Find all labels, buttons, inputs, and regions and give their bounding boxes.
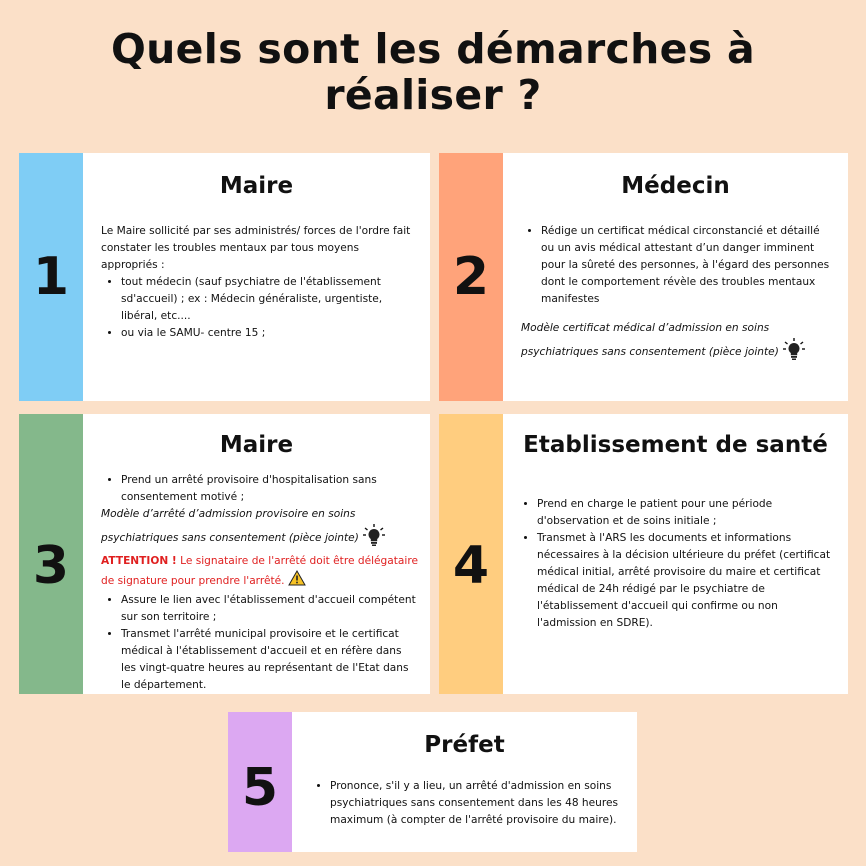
step-5-list bbox=[310, 778, 625, 829]
step-2-list bbox=[521, 223, 836, 308]
card-step-2 bbox=[439, 153, 848, 401]
warning-icon bbox=[288, 570, 306, 592]
card-step-4 bbox=[439, 414, 848, 694]
step-4-list bbox=[517, 496, 836, 632]
step-3-heading: Maire bbox=[219, 432, 294, 458]
step-5-heading: Préfet bbox=[424, 732, 505, 758]
step-3-list-2 bbox=[101, 592, 418, 694]
step-2-number: 2 bbox=[452, 247, 490, 307]
page-title bbox=[0, 26, 866, 118]
card-step-3 bbox=[19, 414, 430, 694]
step-3-list-1 bbox=[101, 472, 418, 506]
step-1-list bbox=[101, 274, 418, 342]
step-2-bullet: • Rédige un certificat médical circonstancié et détaillé ou un avis médical attestant d’un danger imminent pour la sûreté des personnes, à l'égard des personnes dont le comportement révèle des troubles mentaux manifestes bbox=[541, 223, 836, 308]
step-1-number: 1 bbox=[32, 247, 70, 307]
title-line-2: réaliser ? bbox=[324, 71, 542, 119]
title-line-1: Quels sont les démarches à bbox=[111, 25, 755, 73]
card-step-5 bbox=[228, 712, 637, 852]
step-3-note: Modèle d’arrêté d’admission provisoire en soins psychiatriques sans consentement (pièce jointe) bbox=[101, 508, 359, 544]
step-1-intro: Le Maire sollicité par ses administrés/ forces de l'ordre fait constater les troubles mentaux par tous moyens appropriés : bbox=[101, 225, 411, 271]
card-step-1 bbox=[19, 153, 430, 401]
lightbulb-icon bbox=[362, 523, 386, 553]
step-4-bullet-2: • Transmet à l'ARS les documents et informations nécessaires à la décision ultérieure du préfet (certificat médical initial, arrêté provisoire du maire et certificat médical de 24h rédigé par le psychiatre de l'établissement d'accueil qui confirme ou non l'admission en SDRE). bbox=[537, 530, 836, 632]
step-3-bullet-3: • Transmet l'arrêté municipal provisoire et le certificat médical à l'établissement d'accueil et en réfère dans les vingt-quatre heures au représentant de l'Etat dans le département. bbox=[121, 626, 418, 694]
step-1-heading: Maire bbox=[219, 173, 294, 199]
step-3-bullet-1: • Prend un arrêté provisoire d'hospitalisation sans consentement motivé ; bbox=[121, 472, 418, 506]
step-4-bullet-1: • Prend en charge le patient pour une période d'observation et de soins initiale ; bbox=[537, 496, 836, 530]
step-5-bullet: • Prononce, s'il y a lieu, un arrêté d'admission en soins psychiatriques sans consentement dans les 48 heures maximum (à compter de l'arrêté provisoire du maire). bbox=[330, 778, 625, 829]
step-1-bullet-1: • tout médecin (sauf psychiatre de l'établissement sd'accueil) ; ex : Médecin généraliste, urgentiste, libéral, etc.... bbox=[121, 274, 418, 325]
step-2-heading: Médecin bbox=[621, 173, 730, 199]
step-5-number: 5 bbox=[241, 758, 279, 818]
step-3-number: 3 bbox=[32, 536, 70, 596]
lightbulb-icon bbox=[782, 337, 806, 367]
attention-text: Le signataire de l'arrêté doit être délégataire de signature pour prendre l'arrêté. bbox=[101, 555, 418, 587]
step-2-note: Modèle certificat médical d’admission en soins psychiatriques sans consentement (pièce jointe) bbox=[521, 322, 779, 358]
step-3-bullet-2: • Assure le lien avec l'établissement d'accueil compétent sur son territoire ; bbox=[121, 592, 418, 626]
step-3-attention bbox=[101, 553, 418, 592]
step-1-bullet-2: • ou via le SAMU- centre 15 ; bbox=[121, 325, 418, 342]
step-4-number: 4 bbox=[452, 536, 490, 596]
attention-label: ATTENTION ! bbox=[101, 555, 177, 567]
step-4-heading: Etablissement de santé bbox=[523, 432, 828, 458]
